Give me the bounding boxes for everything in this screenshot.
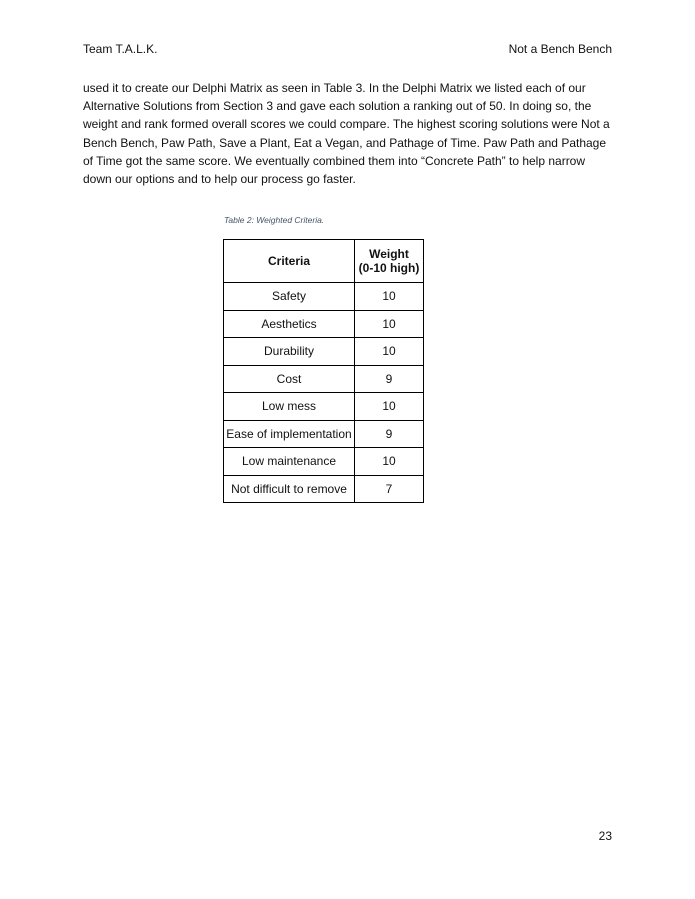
weight-cell: 10 [355,310,424,338]
table-caption: Table 2: Weighted Criteria. [224,215,325,225]
page-number: 23 [598,829,612,843]
weight-column-header [355,240,424,283]
criteria-cell: Durability [224,338,355,366]
criteria-column-header: Criteria [224,240,355,283]
weight-cell: 10 [355,283,424,311]
table-row [224,393,424,421]
body-paragraph: used it to create our Delphi Matrix as seen in Table 3. In the Delphi Matrix we listed each of our Alternative Solutions from Section 3 and gave each solution a ranking out of 50. In doing so, the weight and rank formed overall scores we could compare. The highest scoring solutions were Not a Bench Bench, Paw Path, Save a Plant, Eat a Vegan, and Pathage of Time. Paw Path and Pathage of Time got the same score. We eventually combined them into “Concrete Path” to help narrow down our options and to help our process go faster. [83,81,610,187]
header-team-name: Team T.A.L.K. [83,42,158,56]
weight-cell: 7 [355,475,424,503]
criteria-cell: Low mess [224,393,355,421]
table-row [224,365,424,393]
weighted-criteria-table [223,239,424,503]
table-row [224,420,424,448]
criteria-cell: Safety [224,283,355,311]
table-row [224,310,424,338]
weight-cell: 9 [355,420,424,448]
criteria-cell: Not difficult to remove [224,475,355,503]
criteria-cell: Low maintenance [224,448,355,476]
weight-header-line2: (0-10 high) [358,261,420,275]
header-project-title: Not a Bench Bench [508,42,612,56]
table-header-row [224,240,424,283]
weight-cell: 9 [355,365,424,393]
weight-cell: 10 [355,338,424,366]
criteria-cell: Cost [224,365,355,393]
table-row [224,338,424,366]
table-row [224,475,424,503]
table-row [224,283,424,311]
weight-header-line1: Weight [369,247,409,261]
criteria-cell: Aesthetics [224,310,355,338]
criteria-cell: Ease of implementation [224,420,355,448]
table-row [224,448,424,476]
weight-cell: 10 [355,393,424,421]
weight-cell: 10 [355,448,424,476]
